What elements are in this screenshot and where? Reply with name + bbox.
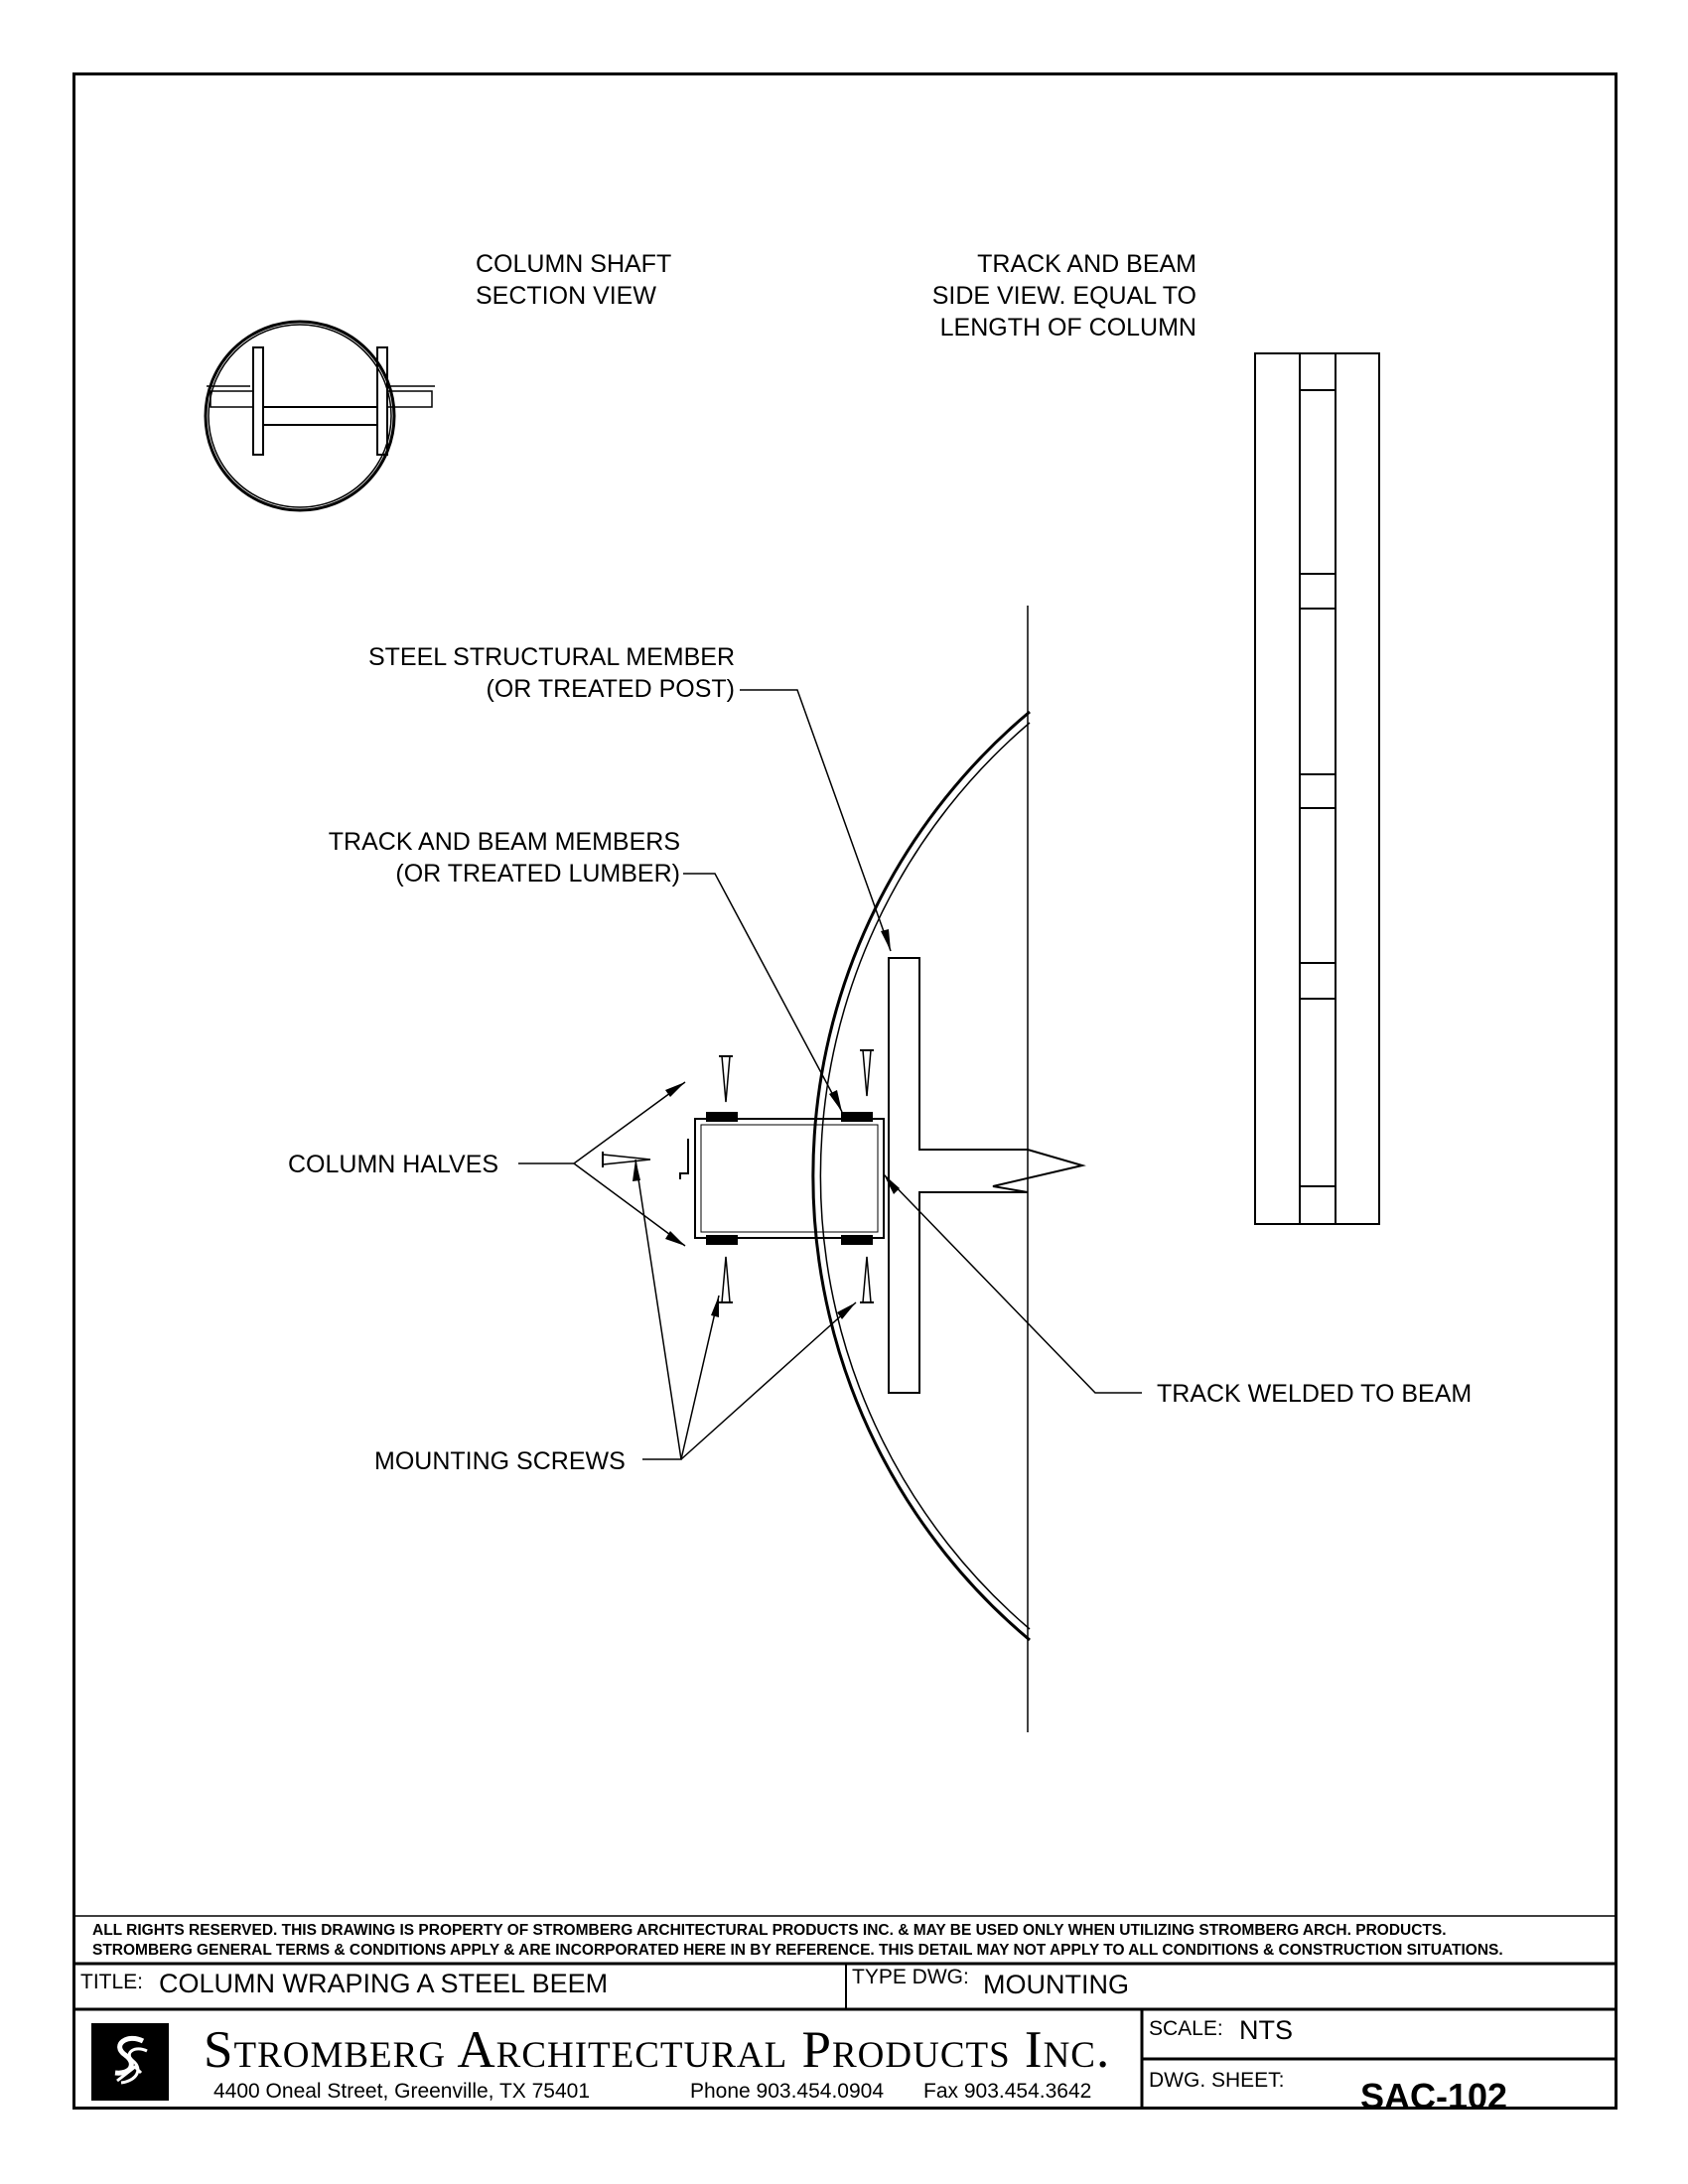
- section-view-label-line: SECTION VIEW: [476, 282, 656, 310]
- type-dwg-value: MOUNTING: [983, 1970, 1129, 1999]
- track-beam-members-label: [278, 826, 680, 889]
- column-halves-label: COLUMN HALVES: [288, 1151, 499, 1178]
- track-welded-label: TRACK WELDED TO BEAM: [1157, 1380, 1473, 1408]
- logo-mark-icon: [91, 2023, 169, 2101]
- side-view-label-line: TRACK AND BEAM: [977, 250, 1196, 278]
- title-label: TITLE:: [80, 1971, 144, 1993]
- section-view-label-line: COLUMN SHAFT: [476, 250, 672, 278]
- steel-member-label: [328, 641, 735, 705]
- main-detail: [603, 606, 1082, 1732]
- scale-value: NTS: [1239, 2015, 1293, 2045]
- section-view-label: [476, 248, 671, 312]
- side-view-label: [874, 248, 1196, 343]
- company-logo: [91, 2023, 169, 2101]
- sheet-label: DWG. SHEET:: [1149, 2069, 1285, 2092]
- drawing-title: COLUMN WRAPING A STEEL BEEM: [159, 1969, 609, 1998]
- scale-label: SCALE:: [1149, 2017, 1223, 2040]
- company-fax: Fax 903.454.3642: [923, 2080, 1092, 2103]
- sheet-number: SAC-102: [1360, 2076, 1508, 2116]
- legal-note-line: STROMBERG GENERAL TERMS & CONDITIONS APPLY & ARE INCORPORATED HERE IN BY REFERENCE. THIS DETAIL MAY NOT APPLY TO ALL CONDITIONS & CONSTRUCTION SITUATIONS.: [92, 1942, 1503, 1959]
- side-view-label-line: SIDE VIEW. EQUAL TO: [931, 282, 1196, 310]
- steel-member-label-line: (OR TREATED POST): [486, 675, 735, 703]
- side-view-label-line: LENGTH OF COLUMN: [939, 314, 1196, 341]
- legal-note-line: ALL RIGHTS RESERVED. THIS DRAWING IS PROPERTY OF STROMBERG ARCHITECTURAL PRODUCTS INC. & MAY BE USED ONLY WHEN UTILIZING STROMBERG ARCH. PRODUCTS.: [92, 1922, 1447, 1939]
- company-phone: Phone 903.454.0904: [690, 2080, 885, 2103]
- legal-notes: [92, 1921, 1503, 1961]
- track-beam-members-label-line: (OR TREATED LUMBER): [395, 860, 680, 887]
- steel-member-label-line: STEEL STRUCTURAL MEMBER: [367, 643, 735, 671]
- track-beam-side-view: [1255, 353, 1379, 1224]
- column-shaft-section-detail: [206, 322, 435, 510]
- company-address: 4400 Oneal Street, Greenville, TX 75401: [213, 2080, 591, 2103]
- leader-lines: [518, 690, 1142, 1459]
- track-beam-members-label-line: TRACK AND BEAM MEMBERS: [328, 828, 680, 856]
- type-dwg-label: TYPE DWG:: [852, 1966, 969, 1988]
- mounting-screws-label: MOUNTING SCREWS: [374, 1447, 626, 1475]
- company-name: Stromberg Architectural Products Inc.: [204, 2021, 1111, 2079]
